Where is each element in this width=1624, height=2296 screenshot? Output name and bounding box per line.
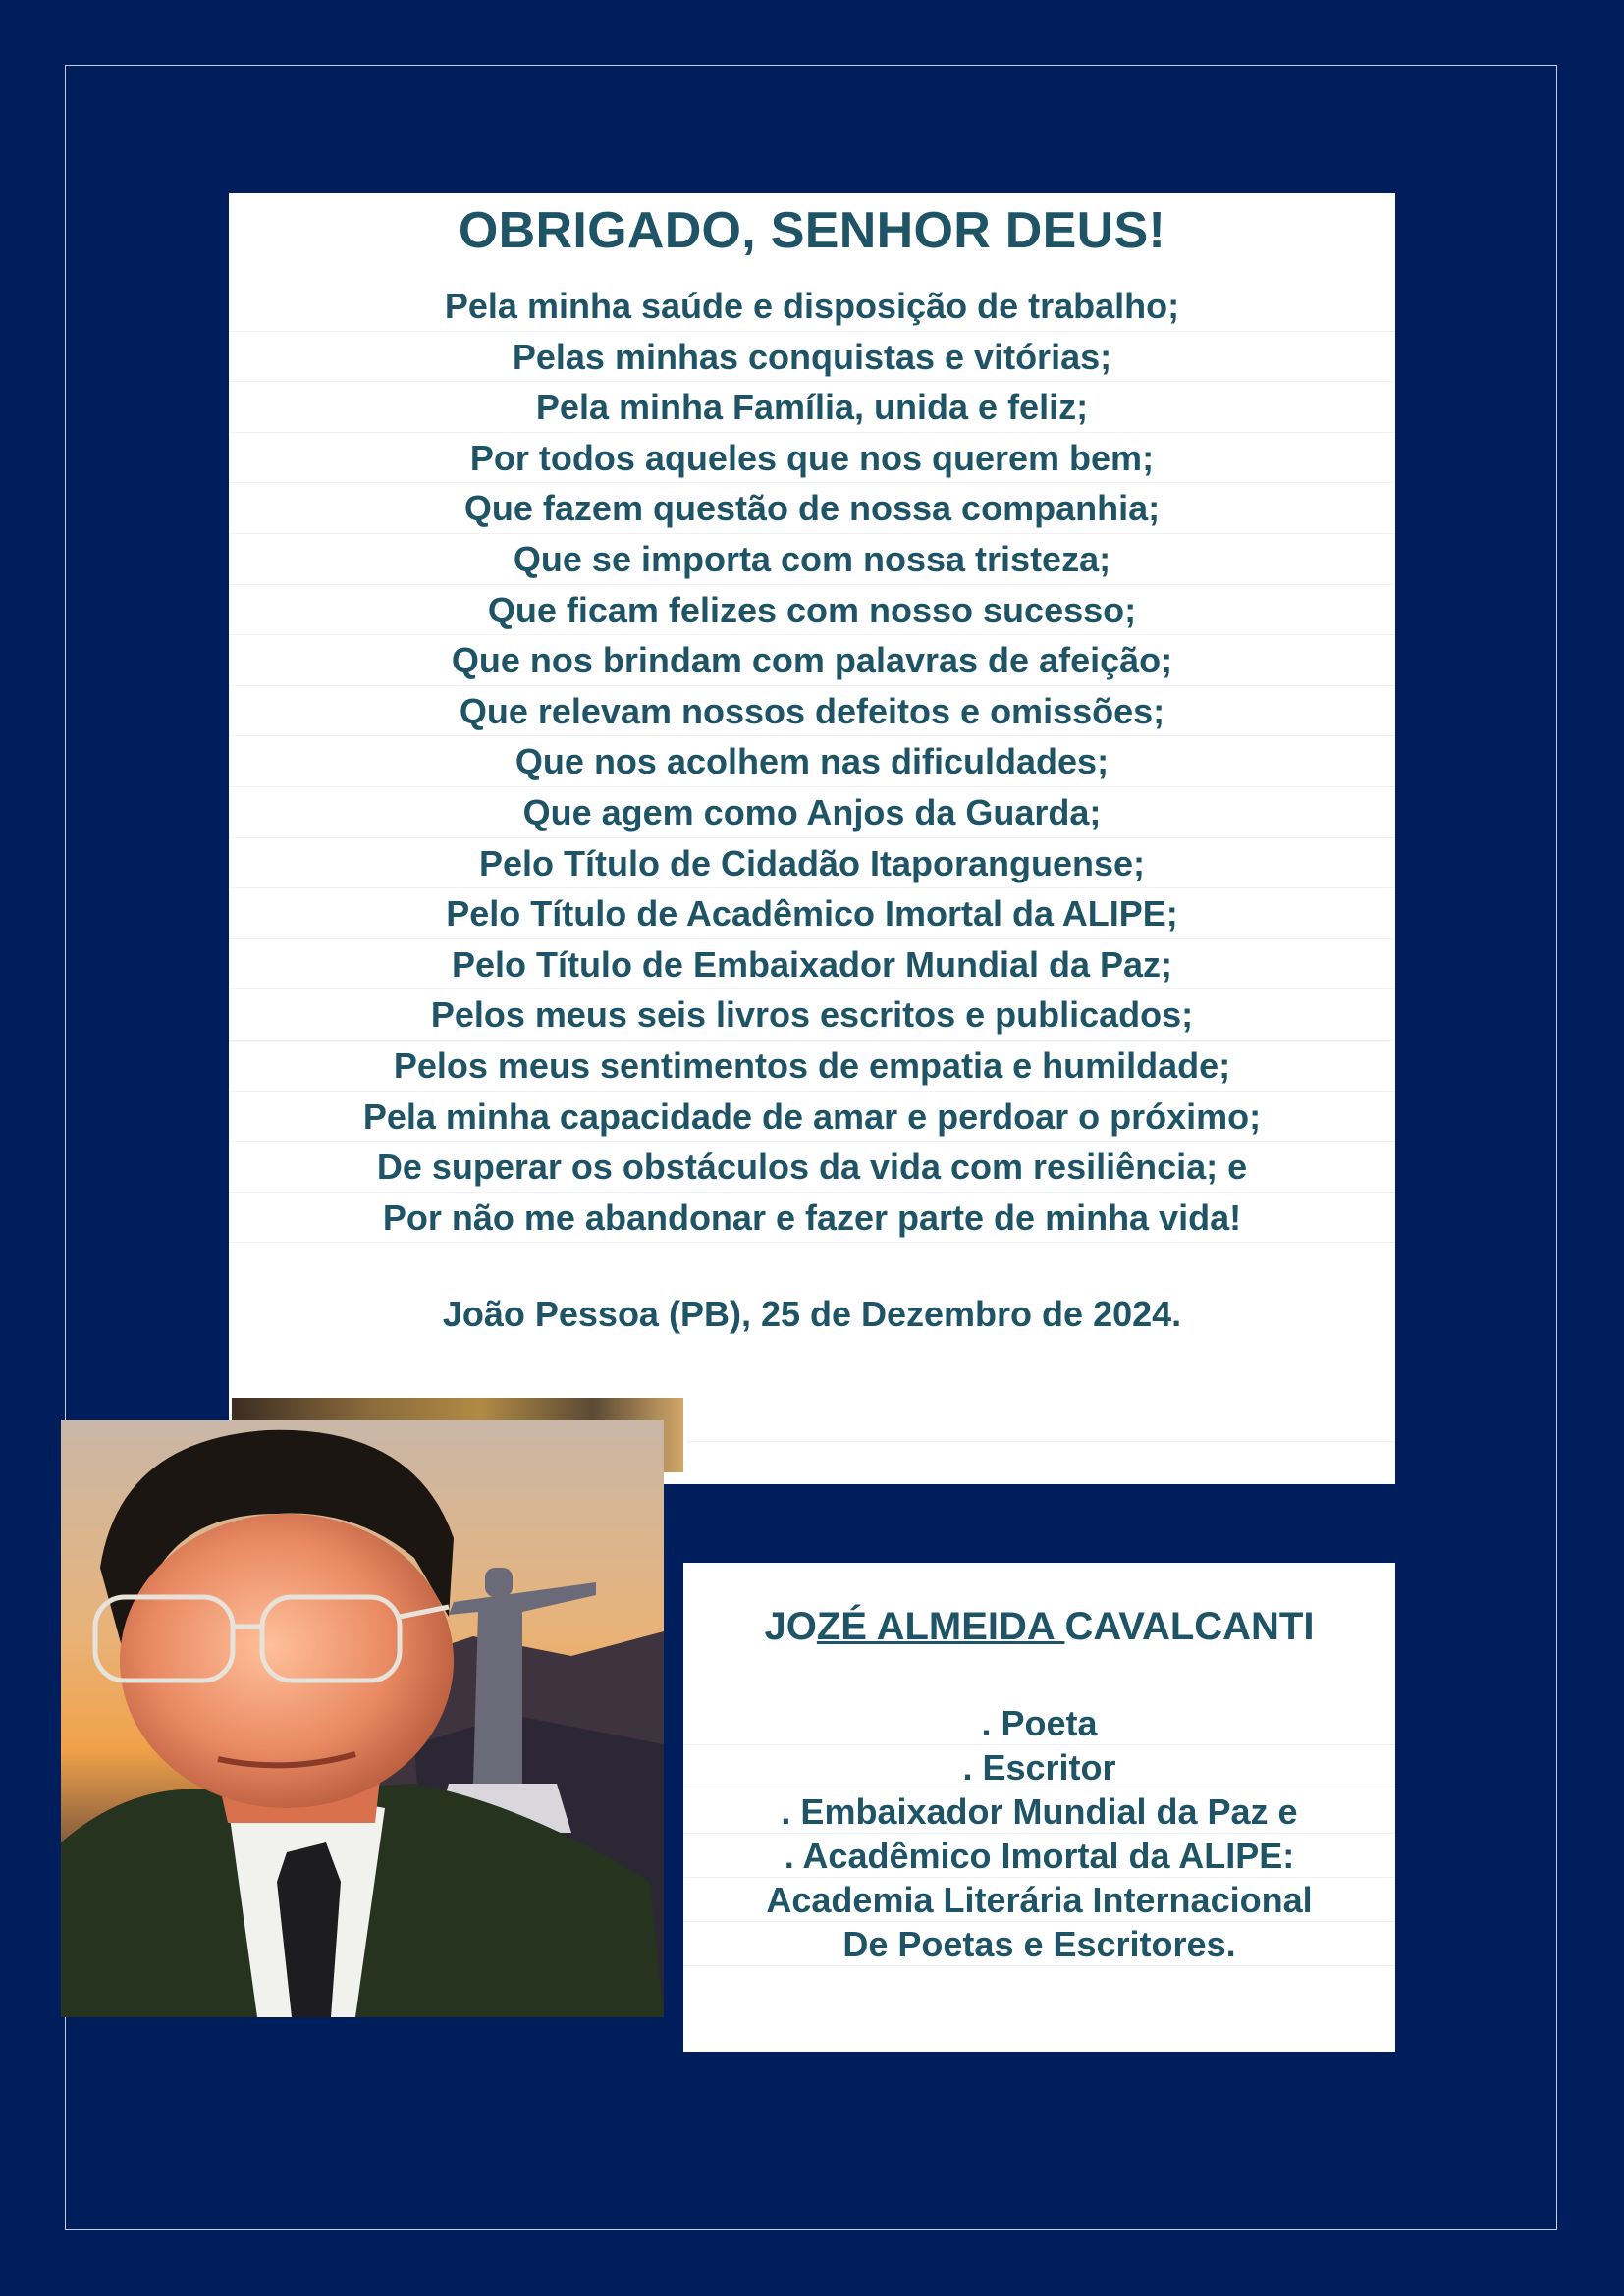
poem-lines <box>229 281 1395 1243</box>
date-line: João Pessoa (PB), 25 de Dezembro de 2024. <box>442 1294 1182 1334</box>
author-roles <box>683 1701 1395 1966</box>
role-line: . Escritor <box>683 1745 1395 1789</box>
poem-line: Que agem como Anjos da Guarda; <box>229 787 1395 838</box>
author-name-suffix: CAVALCANTI <box>1064 1605 1315 1648</box>
poem-line: Por todos aqueles que nos querem bem; <box>229 433 1395 484</box>
poem-line: De superar os obstáculos da vida com resiliência; e <box>229 1142 1395 1193</box>
poem-line: Que relevam nossos defeitos e omissões; <box>229 686 1395 737</box>
poem-line: Pelas minhas conquistas e vitórias; <box>229 332 1395 383</box>
role-line: . Poeta <box>683 1701 1395 1745</box>
role-line: De Poetas e Escritores. <box>683 1922 1395 1966</box>
author-name <box>683 1605 1395 1649</box>
poem-line: Pela minha saúde e disposição de trabalho; <box>229 281 1395 332</box>
author-name-underlined: ZÉ ALMEIDA <box>816 1605 1065 1648</box>
poem-line: Pelo Título de Acadêmico Imortal da ALIPE; <box>229 888 1395 939</box>
poem-line: Que se importa com nossa tristeza; <box>229 534 1395 585</box>
role-line: Academia Literária Internacional <box>683 1878 1395 1922</box>
poem-line: Pelo Título de Embaixador Mundial da Paz; <box>229 939 1395 990</box>
poem-line: Pelos meus sentimentos de empatia e humildade; <box>229 1041 1395 1092</box>
author-name-prefix: JO <box>764 1605 817 1648</box>
poem-title: OBRIGADO, SENHOR DEUS! <box>458 202 1166 259</box>
poem-line: Por não me abandonar e fazer parte de minha vida! <box>229 1193 1395 1244</box>
poem-line: Pelos meus seis livros escritos e publicados; <box>229 989 1395 1041</box>
poem-line: Pela minha Família, unida e feliz; <box>229 382 1395 433</box>
poem-line: Pela minha capacidade de amar e perdoar o próximo; <box>229 1092 1395 1143</box>
author-photo <box>61 1420 664 2017</box>
poem-line: Que fazem questão de nossa companhia; <box>229 483 1395 534</box>
divider <box>687 1441 1395 1442</box>
role-line: . Acadêmico Imortal da ALIPE: <box>683 1834 1395 1878</box>
role-line: . Embaixador Mundial da Paz e <box>683 1789 1395 1834</box>
poem-line: Que nos brindam com palavras de afeição; <box>229 635 1395 686</box>
poem-line: Que nos acolhem nas dificuldades; <box>229 736 1395 787</box>
poem-line: Que ficam felizes com nosso sucesso; <box>229 585 1395 636</box>
poem-line: Pelo Título de Cidadão Itaporanguense; <box>229 838 1395 889</box>
